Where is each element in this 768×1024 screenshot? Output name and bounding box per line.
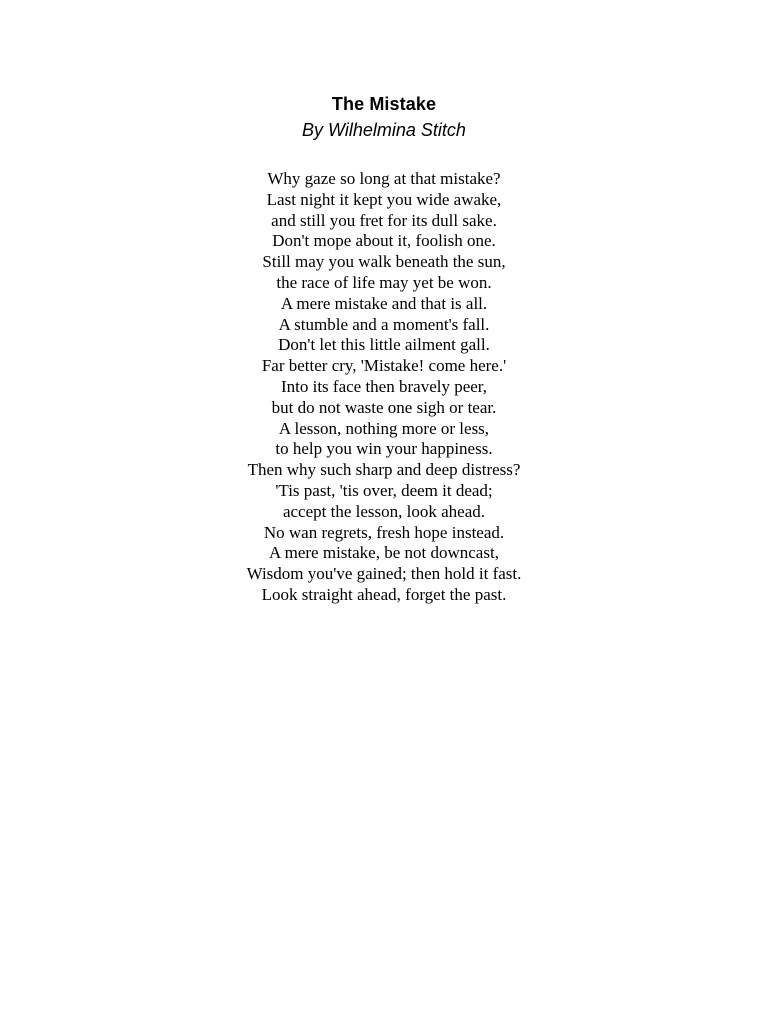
poem-line: A mere mistake and that is all. (280, 293, 488, 313)
poem-line: accept the lesson, look ahead. (282, 501, 486, 521)
poem-title: The Mistake (331, 94, 437, 114)
poem-line: A stumble and a moment's fall. (278, 314, 490, 334)
poem-line: 'Tis past, 'tis over, deem it dead; (275, 480, 493, 500)
poem-line: No wan regrets, fresh hope instead. (263, 522, 505, 542)
poem-line: Don't let this little ailment gall. (278, 335, 490, 355)
poem-line: and still you fret for its dull sake. (271, 210, 497, 230)
poem-line: Still may you walk beneath the sun, (262, 252, 506, 272)
poem-line: A mere mistake, be not downcast, (269, 543, 499, 563)
poem-line: to help you win your happiness. (275, 439, 493, 459)
poem-line: Far better cry, 'Mistake! come here.' (261, 356, 507, 376)
poem-line: Look straight ahead, forget the past. (261, 584, 507, 604)
poem-line: A lesson, nothing more or less, (278, 418, 490, 438)
poem-line: but do not waste one sigh or tear. (271, 397, 497, 417)
poem-line: Don't mope about it, foolish one. (272, 231, 496, 251)
poem-line: Wisdom you've gained; then hold it fast. (246, 564, 522, 584)
poem-line: Why gaze so long at that mistake? (267, 169, 501, 188)
poem-line: the race of life may yet be won. (276, 272, 492, 292)
poem-line: Into its face then bravely peer, (280, 376, 488, 396)
poem-line: Last night it kept you wide awake, (266, 189, 502, 209)
poem-body (0, 169, 768, 606)
poem-author: By Wilhelmina Stitch (302, 120, 466, 140)
poem-line: Then why such sharp and deep distress? (247, 460, 521, 480)
